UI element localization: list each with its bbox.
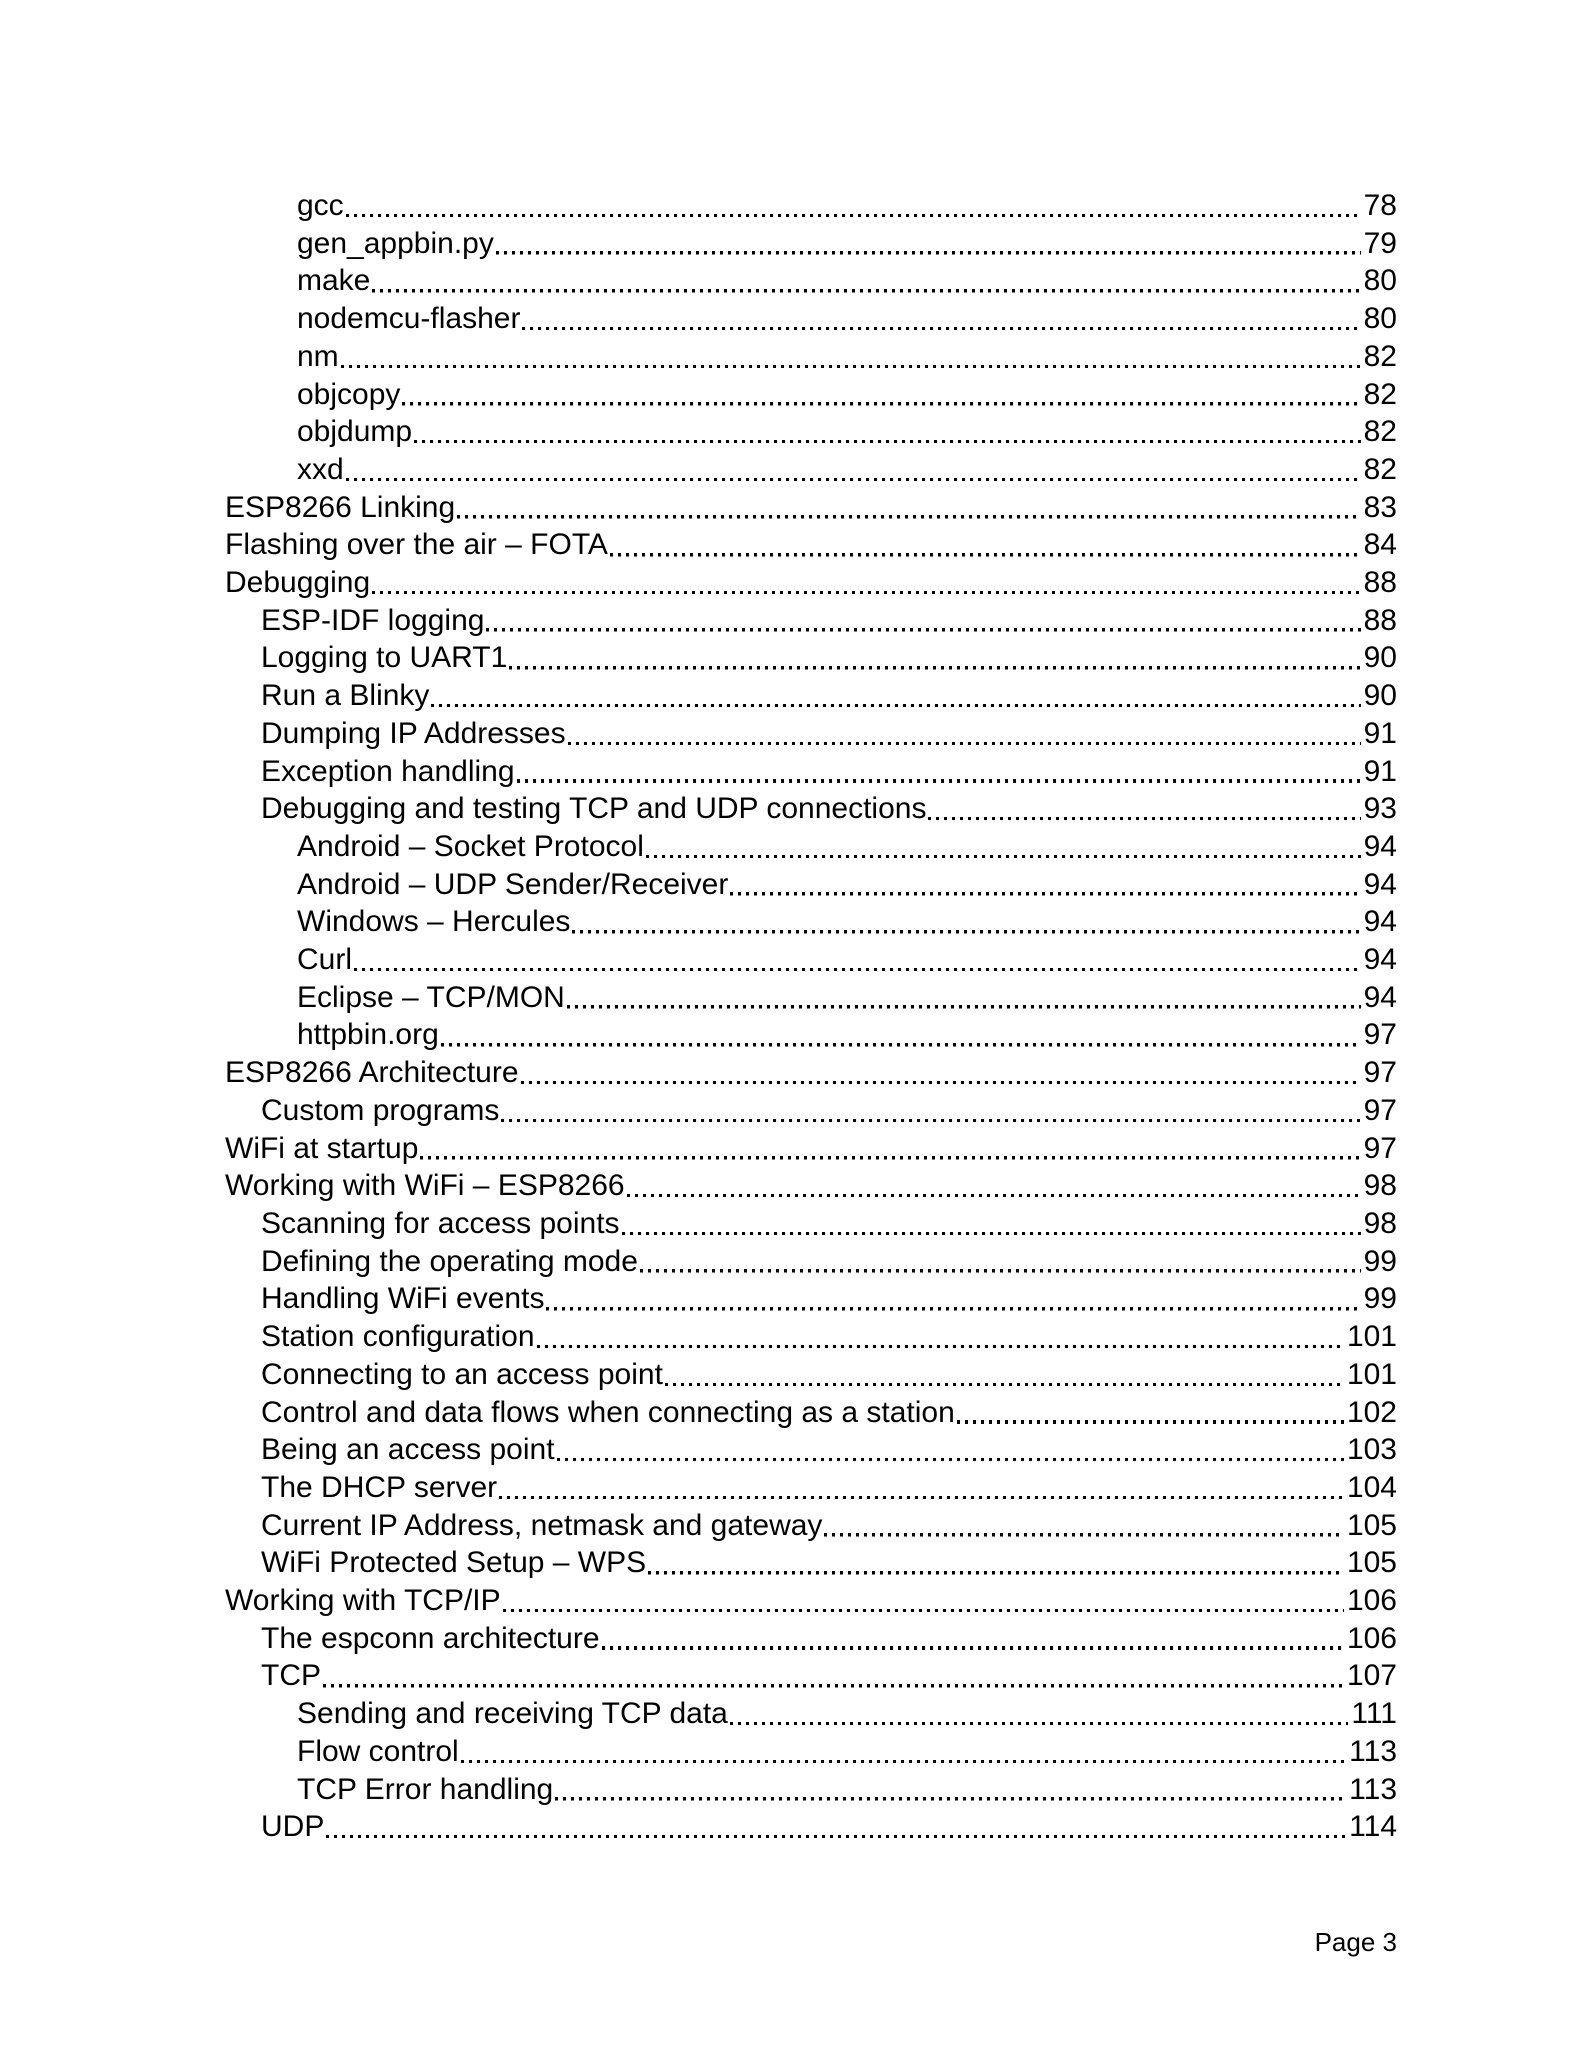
dot-leader	[648, 1571, 1344, 1575]
toc-entry-page-number[interactable]: 99	[1363, 1244, 1397, 1278]
toc-entry-page-number[interactable]: 105	[1346, 1508, 1397, 1542]
dot-leader	[521, 1081, 1361, 1085]
toc-entry-page-number[interactable]: 84	[1363, 528, 1397, 562]
toc-entry[interactable]	[225, 979, 1397, 1017]
toc-entry-page-number[interactable]: 97	[1363, 1018, 1397, 1052]
toc-entry-page-number[interactable]: 103	[1346, 1433, 1397, 1467]
dot-leader	[441, 1043, 1361, 1047]
toc-entry-page-number[interactable]: 82	[1363, 415, 1397, 449]
toc-entry[interactable]	[225, 1469, 1397, 1507]
toc-entry-title[interactable]: Defining the operating mode	[261, 1244, 638, 1278]
toc-entry[interactable]	[225, 376, 1397, 414]
toc-entry[interactable]	[225, 1620, 1397, 1658]
toc-entry-page-number[interactable]: 94	[1363, 867, 1397, 901]
toc-entry-title[interactable]: ESP8266 Linking	[225, 490, 456, 524]
dot-leader	[522, 327, 1360, 331]
toc-entry-page-number[interactable]: 106	[1346, 1621, 1397, 1655]
toc-entry-title[interactable]: nodemcu-flasher	[297, 302, 521, 336]
dot-leader	[602, 1646, 1344, 1650]
toc-entry-title[interactable]: Exception handling	[261, 754, 515, 788]
dot-leader	[509, 666, 1360, 670]
toc-entry-title[interactable]: Working with WiFi – ESP8266	[225, 1169, 625, 1203]
toc-entry-page-number[interactable]: 102	[1346, 1395, 1397, 1429]
toc-entry[interactable]	[225, 451, 1397, 489]
toc-entry-title[interactable]: Android – Socket Protocol	[297, 829, 644, 863]
dot-leader	[572, 930, 1360, 934]
dot-leader	[646, 855, 1361, 859]
dot-leader	[730, 892, 1360, 896]
toc-entry-page-number[interactable]: 88	[1363, 566, 1397, 600]
toc-entry[interactable]	[225, 564, 1397, 602]
toc-entry-page-number[interactable]: 94	[1363, 943, 1397, 977]
toc-entry-page-number[interactable]: 97	[1363, 1093, 1397, 1127]
toc-entry-title[interactable]: Custom programs	[261, 1093, 500, 1127]
toc-entry-title[interactable]: WiFi Protected Setup – WPS	[261, 1546, 647, 1580]
dot-leader	[323, 1684, 1344, 1688]
dot-leader	[555, 1797, 1346, 1801]
dot-leader	[537, 1345, 1344, 1349]
toc-entry-page-number[interactable]: 101	[1346, 1357, 1397, 1391]
toc-entry-title[interactable]: Eclipse – TCP/MON	[297, 980, 565, 1014]
toc-entry-page-number[interactable]: 90	[1363, 679, 1397, 713]
dot-leader	[402, 402, 1360, 406]
toc-entry-page-number[interactable]: 90	[1363, 641, 1397, 675]
toc-entry[interactable]	[225, 602, 1397, 640]
toc-entry-page-number[interactable]: 98	[1363, 1169, 1397, 1203]
table-of-contents	[225, 187, 1397, 1846]
toc-entry[interactable]	[225, 1280, 1397, 1318]
toc-entry-page-number[interactable]: 97	[1363, 1056, 1397, 1090]
dot-leader	[627, 1194, 1361, 1198]
dot-leader	[420, 1156, 1360, 1160]
toc-entry-title[interactable]: Curl	[297, 943, 353, 977]
toc-entry[interactable]	[225, 1130, 1397, 1168]
toc-entry[interactable]	[225, 1507, 1397, 1545]
toc-entry-page-number[interactable]: 93	[1363, 792, 1397, 826]
toc-entry[interactable]	[225, 1733, 1397, 1771]
toc-entry-title[interactable]: Logging to UART1	[261, 641, 508, 675]
toc-entry-title[interactable]: make	[297, 264, 371, 298]
toc-entry[interactable]	[225, 1695, 1397, 1733]
dot-leader	[372, 591, 1361, 595]
dot-leader	[610, 553, 1361, 557]
toc-entry-page-number[interactable]: 101	[1346, 1320, 1397, 1354]
toc-entry[interactable]	[225, 1431, 1397, 1469]
toc-entry[interactable]	[225, 903, 1397, 941]
dot-leader	[341, 365, 1361, 369]
toc-entry[interactable]	[225, 1016, 1397, 1054]
dot-leader	[346, 214, 1361, 218]
toc-entry-title[interactable]: nm	[297, 339, 339, 373]
toc-entry-title[interactable]: Run a Blinky	[261, 679, 430, 713]
toc-entry[interactable]	[225, 715, 1397, 753]
toc-entry-title[interactable]: UDP	[261, 1810, 325, 1844]
toc-entry-title[interactable]: httpbin.org	[297, 1018, 439, 1052]
toc-entry[interactable]	[225, 1394, 1397, 1432]
toc-entry-page-number[interactable]: 106	[1346, 1584, 1397, 1618]
toc-entry[interactable]	[225, 1771, 1397, 1809]
toc-entry[interactable]	[225, 225, 1397, 263]
dot-leader	[354, 968, 1361, 972]
toc-entry-title[interactable]: The DHCP server	[261, 1470, 498, 1504]
toc-entry-page-number[interactable]: 91	[1363, 716, 1397, 750]
toc-entry-title[interactable]: Control and data flows when connecting as a station	[261, 1395, 955, 1429]
dot-leader	[824, 1533, 1344, 1537]
toc-entry-title[interactable]: Being an access point	[261, 1433, 555, 1467]
toc-entry[interactable]	[225, 1167, 1397, 1205]
toc-entry-title[interactable]: The espconn architecture	[261, 1621, 600, 1655]
toc-entry[interactable]	[225, 1205, 1397, 1243]
toc-entry-page-number[interactable]: 105	[1346, 1546, 1397, 1580]
toc-entry-title[interactable]: Flow control	[297, 1734, 459, 1768]
toc-entry-page-number[interactable]: 114	[1349, 1810, 1397, 1844]
toc-entry-page-number[interactable]: 94	[1363, 829, 1397, 863]
dot-leader	[546, 1307, 1360, 1311]
dot-leader	[346, 478, 1361, 482]
dot-leader	[486, 628, 1360, 632]
dot-leader	[517, 779, 1361, 783]
toc-entry-title[interactable]: Sending and receiving TCP data	[297, 1697, 728, 1731]
toc-entry[interactable]	[225, 828, 1397, 866]
toc-entry-title[interactable]: objdump	[297, 415, 413, 449]
toc-entry-title[interactable]: Debugging	[225, 566, 371, 600]
toc-entry-title[interactable]: Working with TCP/IP	[225, 1584, 501, 1618]
toc-entry[interactable]	[225, 866, 1397, 904]
toc-entry-page-number[interactable]: 83	[1363, 490, 1397, 524]
toc-entry-title[interactable]: gcc	[297, 189, 344, 222]
toc-entry-title[interactable]: ESP8266 Architecture	[225, 1056, 519, 1090]
toc-entry[interactable]	[225, 1657, 1397, 1695]
dot-leader	[461, 1760, 1346, 1764]
toc-entry[interactable]	[225, 1243, 1397, 1281]
toc-entry-page-number[interactable]: 104	[1346, 1470, 1397, 1504]
dot-leader	[372, 289, 1360, 293]
toc-entry-title[interactable]: Current IP Address, netmask and gateway	[261, 1508, 823, 1542]
toc-entry-page-number[interactable]: 94	[1363, 980, 1397, 1014]
dot-leader	[457, 515, 1360, 519]
dot-leader	[496, 251, 1361, 255]
toc-entry[interactable]	[225, 1092, 1397, 1130]
toc-entry-page-number[interactable]: 88	[1363, 603, 1397, 637]
toc-entry-page-number[interactable]: 80	[1363, 302, 1397, 336]
toc-entry-title[interactable]: Handling WiFi events	[261, 1282, 545, 1316]
toc-entry-title[interactable]: Debugging and testing TCP and UDP connections	[261, 792, 927, 826]
toc-entry-page-number[interactable]: 99	[1363, 1282, 1397, 1316]
toc-entry[interactable]	[225, 526, 1397, 564]
dot-leader	[730, 1722, 1349, 1726]
dot-leader	[326, 1835, 1346, 1839]
dot-leader	[503, 1609, 1344, 1613]
toc-entry-title[interactable]: Scanning for access points	[261, 1206, 620, 1240]
dot-leader	[414, 440, 1361, 444]
toc-entry[interactable]	[225, 1582, 1397, 1620]
toc-entry-title[interactable]: TCP	[261, 1659, 321, 1693]
toc-entry-page-number[interactable]: 97	[1363, 1131, 1397, 1165]
toc-entry-title[interactable]: objcopy	[297, 377, 401, 411]
toc-entry[interactable]	[225, 300, 1397, 338]
toc-entry[interactable]	[225, 489, 1397, 527]
toc-entry-title[interactable]: Connecting to an access point	[261, 1357, 663, 1391]
dot-leader	[640, 1269, 1361, 1273]
toc-entry-title[interactable]: ESP-IDF logging	[261, 603, 485, 637]
toc-entry[interactable]	[225, 753, 1397, 791]
toc-entry[interactable]	[225, 1356, 1397, 1394]
dot-leader	[957, 1420, 1344, 1424]
dot-leader	[499, 1496, 1344, 1500]
toc-entry[interactable]	[225, 262, 1397, 300]
toc-entry-title[interactable]: Windows – Hercules	[297, 905, 571, 939]
page-footer-label: Page 3	[1314, 1927, 1397, 1957]
toc-entry[interactable]	[225, 639, 1397, 677]
dot-leader	[568, 742, 1361, 746]
dot-leader	[557, 1458, 1344, 1462]
toc-entry-title[interactable]: WiFi at startup	[225, 1131, 419, 1165]
toc-entry[interactable]	[225, 941, 1397, 979]
toc-entry-page-number[interactable]: 113	[1349, 1734, 1397, 1768]
toc-entry[interactable]	[225, 790, 1397, 828]
toc-entry-page-number[interactable]: 80	[1363, 264, 1397, 298]
dot-leader	[501, 1119, 1360, 1123]
dot-leader	[928, 817, 1360, 821]
toc-entry-title[interactable]: Flashing over the air – FOTA	[225, 528, 608, 562]
toc-entry-title[interactable]: xxd	[297, 452, 344, 486]
toc-entry-page-number[interactable]: 82	[1363, 377, 1397, 411]
toc-entry-page-number[interactable]: 78	[1363, 189, 1397, 222]
toc-entry-title[interactable]: gen_appbin.py	[297, 226, 494, 260]
toc-entry-title[interactable]: Dumping IP Addresses	[261, 716, 566, 750]
dot-leader	[622, 1232, 1361, 1236]
toc-entry[interactable]	[225, 1544, 1397, 1582]
toc-entry-title[interactable]: Android – UDP Sender/Receiver	[297, 867, 729, 901]
toc-entry-page-number[interactable]: 79	[1363, 226, 1397, 260]
toc-entry-page-number[interactable]: 111	[1351, 1697, 1397, 1731]
toc-entry[interactable]	[225, 1808, 1397, 1846]
dot-leader	[431, 704, 1360, 708]
dot-leader	[665, 1383, 1344, 1387]
toc-entry-page-number[interactable]: 94	[1363, 905, 1397, 939]
toc-entry[interactable]	[225, 187, 1397, 225]
toc-entry-page-number[interactable]: 91	[1363, 754, 1397, 788]
toc-entry-page-number[interactable]: 107	[1346, 1659, 1397, 1693]
dot-leader	[567, 1005, 1361, 1009]
toc-entry-page-number[interactable]: 98	[1363, 1206, 1397, 1240]
toc-entry-title[interactable]: Station configuration	[261, 1320, 535, 1354]
toc-entry[interactable]	[225, 1054, 1397, 1092]
toc-entry[interactable]	[225, 413, 1397, 451]
toc-entry[interactable]	[225, 338, 1397, 376]
toc-entry-page-number[interactable]: 82	[1363, 452, 1397, 486]
toc-entry[interactable]	[225, 1318, 1397, 1356]
toc-entry-page-number[interactable]: 82	[1363, 339, 1397, 373]
toc-entry-title[interactable]: TCP Error handling	[297, 1772, 554, 1806]
toc-entry[interactable]	[225, 677, 1397, 715]
toc-entry-page-number[interactable]: 113	[1349, 1772, 1397, 1806]
